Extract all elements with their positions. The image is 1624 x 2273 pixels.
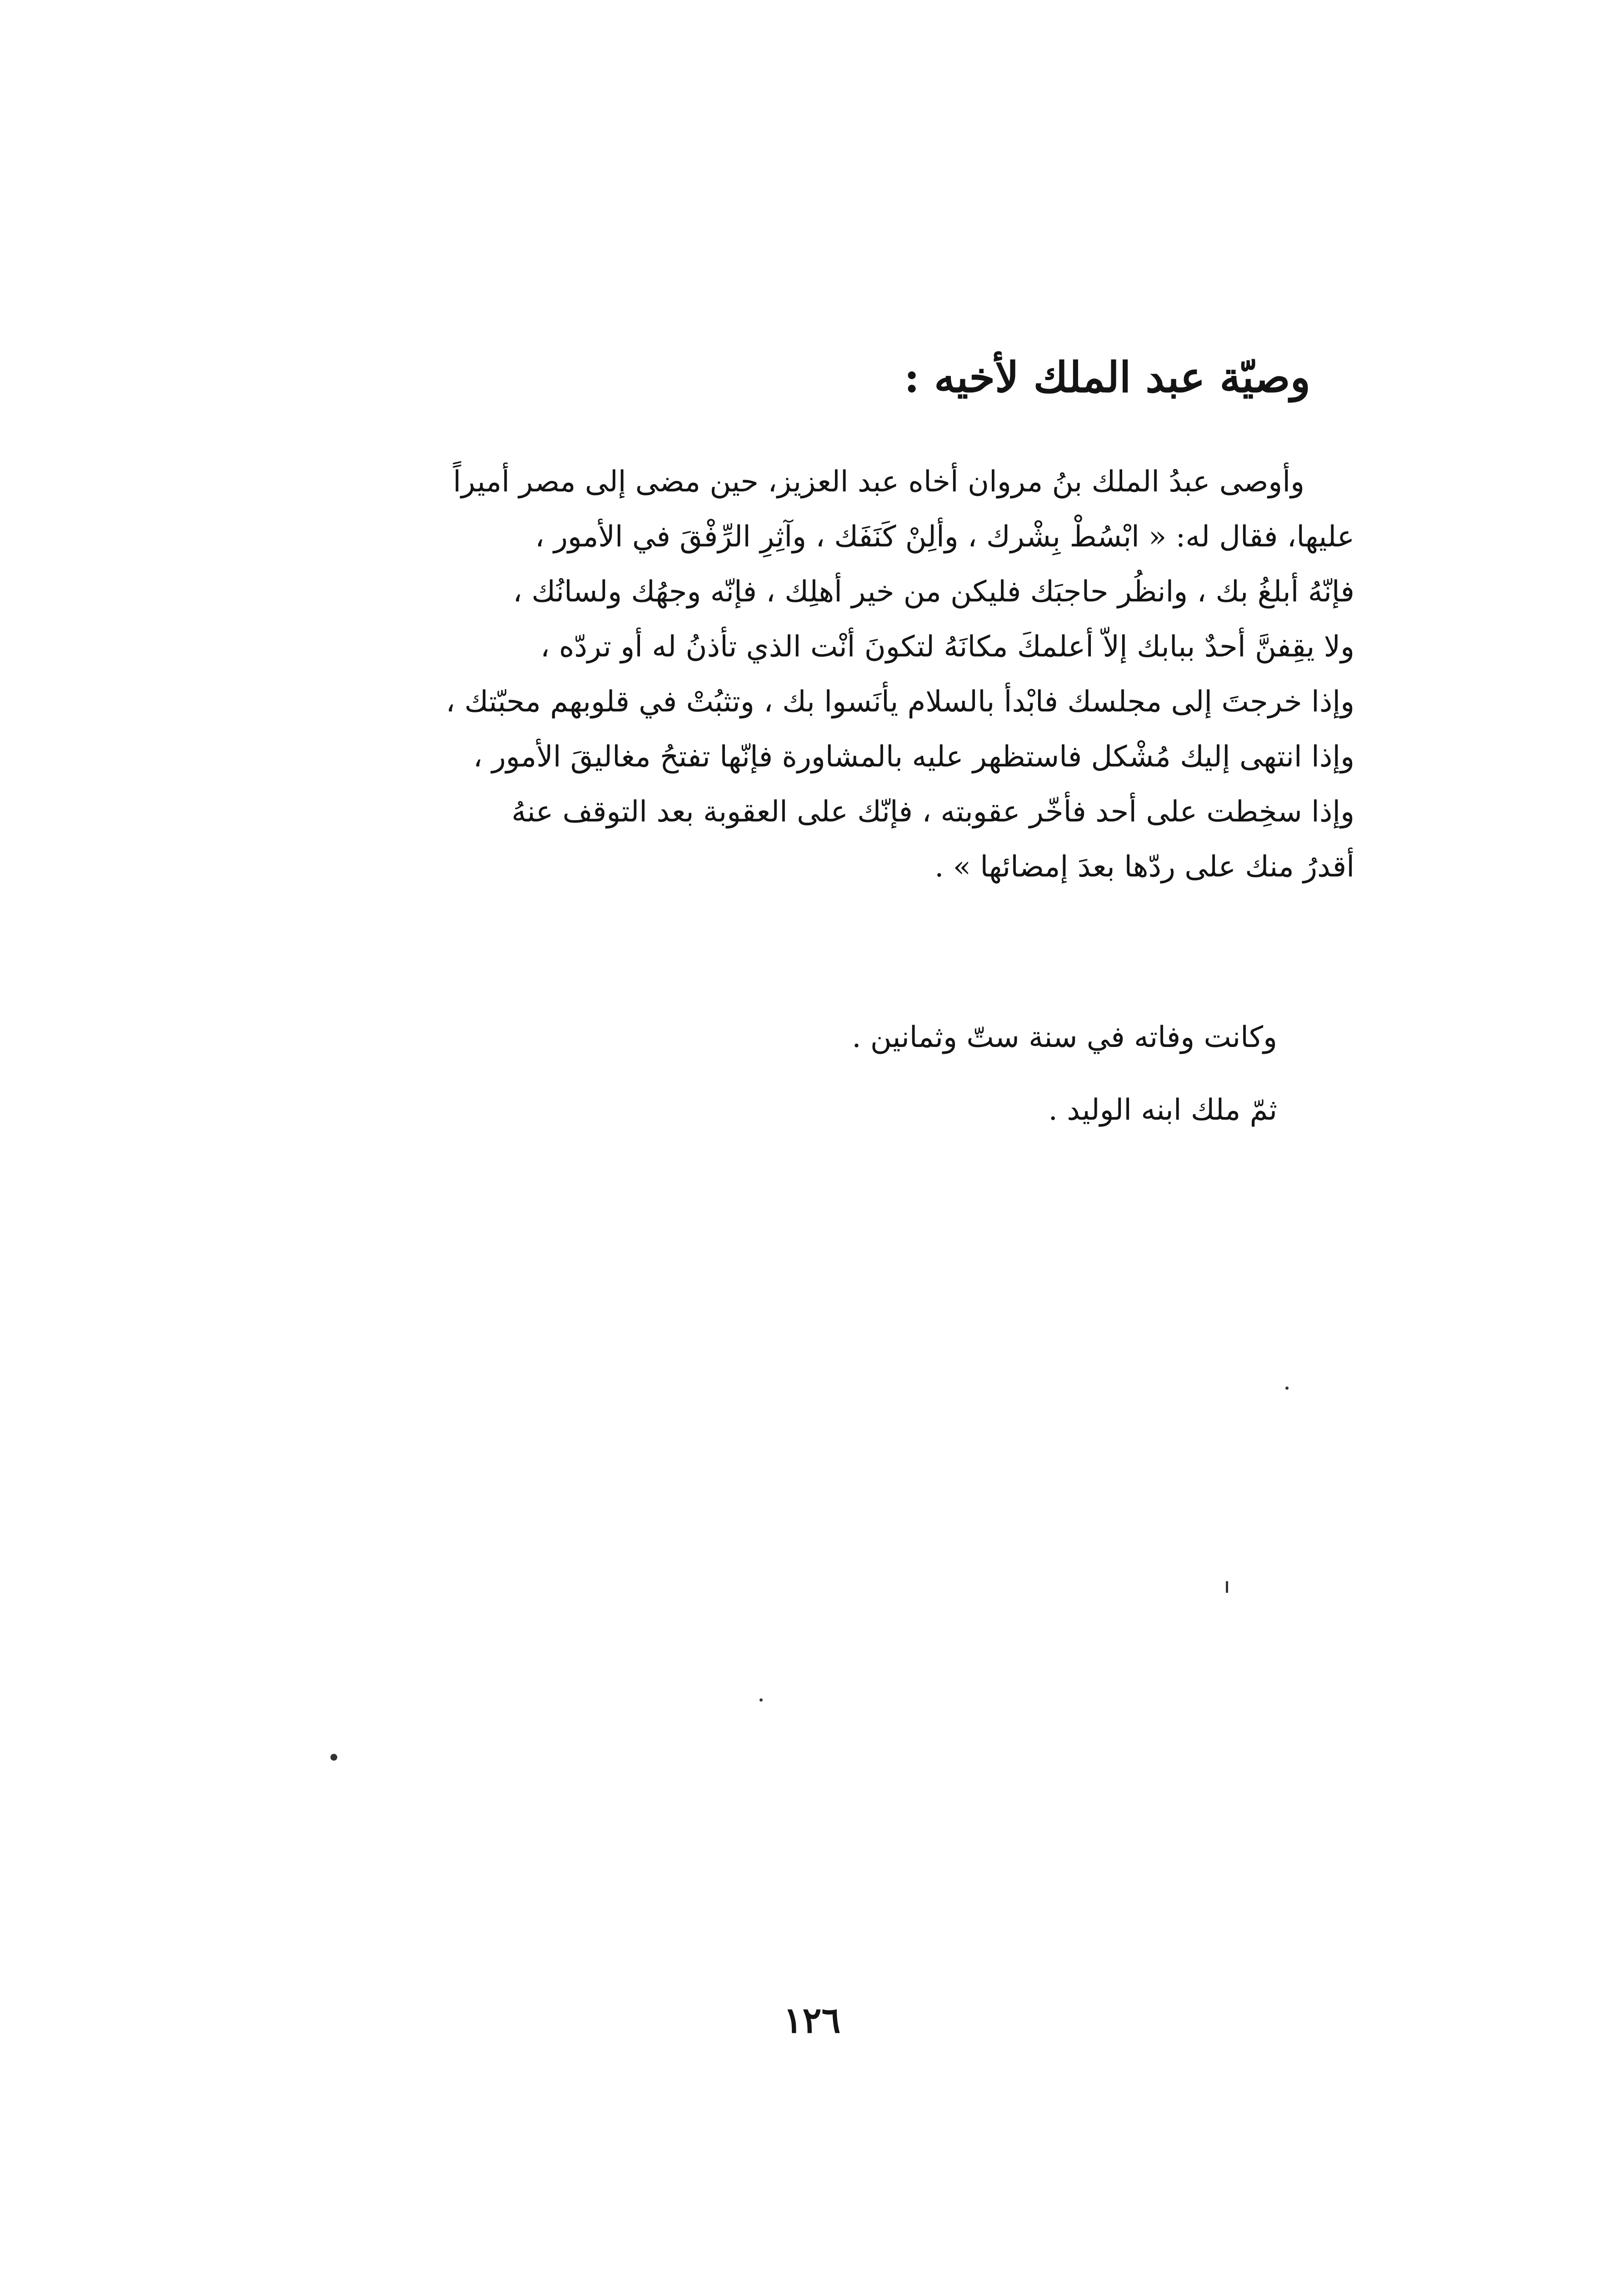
paragraph-line: عليها، فقال له: « ابْسُطْ بِشْرك ، وألِنْ كَنَفَك ، وآثِرِ الرِّفْقَ في الأمور ، — [535, 520, 1354, 554]
succession-note: ثمّ ملك ابنه الوليد . — [1048, 1093, 1277, 1127]
scan-speck — [1226, 1581, 1228, 1593]
section-heading: وصيّة عبد الملك لأخيه : — [904, 353, 1310, 402]
scan-speck — [330, 1754, 337, 1761]
scan-speck — [760, 1698, 763, 1702]
page-number: ١٢٦ — [783, 2000, 841, 2041]
paragraph-line: ولا يقِفنَّ أحدٌ ببابك إلاّ أعلمكَ مكانَهُ لتكونَ أنْت الذي تأذنُ له أو تردّه ، — [540, 630, 1354, 664]
wasiyya-paragraph — [273, 455, 1354, 895]
paragraph-line: وأوصى عبدُ الملك بنُ مروان أخاه عبد العزيز، حين مضى إلى مصر أميراً — [453, 465, 1304, 499]
death-note: وكانت وفاته في سنة ستّ وثمانين . — [852, 1021, 1277, 1054]
paragraph-line: فإنّهُ أبلغُ بك ، وانظُر حاجبَك فليكن من خير أهلِك ، فإنّه وجهُك ولسانُك ، — [513, 575, 1354, 609]
paragraph-line: وإذا سخِطت على أحد فأخّر عقوبته ، فإنّك على العقوبة بعد التوقف عنهُ — [511, 795, 1354, 829]
paragraph-line: وإذا انتهى إليك مُشْكل فاستظهر عليه بالمشاورة فإنّها تفتحُ مغاليقَ الأمور ، — [473, 740, 1354, 774]
paragraph-line: وإذا خرجتَ إلى مجلسك فابْدأ بالسلام يأنَسوا بك ، وتثبُتْ في قلوبهم محبّتك ، — [445, 685, 1354, 719]
paragraph-line: أقدرُ منك على ردّها بعدَ إمضائها » . — [934, 850, 1354, 884]
scan-speck — [1285, 1387, 1289, 1390]
